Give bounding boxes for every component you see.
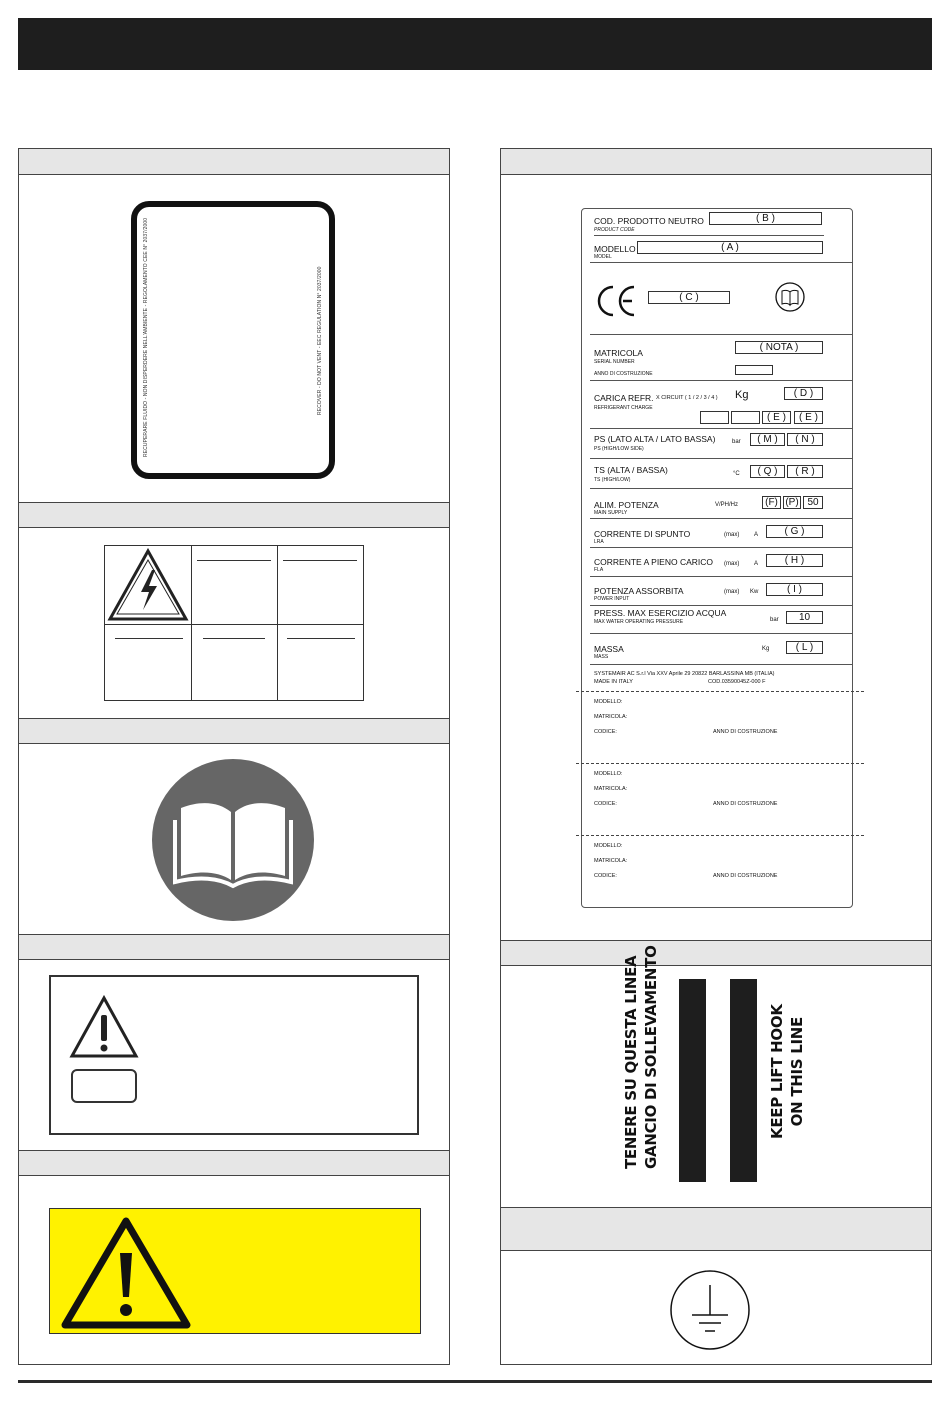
supply-f: (F)	[762, 496, 781, 509]
supply-unit: V/PH/Hz	[715, 502, 739, 508]
charge-e1: ( E )	[762, 411, 791, 424]
right-labels-column	[500, 148, 932, 1365]
earth-ground-icon	[669, 1269, 751, 1351]
panel-header-data-plate	[501, 149, 931, 175]
stub2-year: ANNO DI COSTRUZIONE	[713, 801, 778, 807]
supply-label: ALIM. POTENZA	[594, 500, 659, 510]
lift-text-en: KEEP LIFT HOOK ON THIS LINE	[768, 1004, 806, 1139]
fla-sub: FLA	[594, 567, 604, 573]
ps-m: ( M )	[750, 433, 785, 446]
panel-header-lift-hook	[501, 940, 931, 966]
model-label: MODELLO	[594, 244, 636, 254]
fla-max: (max)	[724, 561, 740, 567]
panel-header-refrigerant	[19, 149, 449, 175]
stub2-code: CODICE:	[594, 801, 617, 807]
ts-q: ( Q )	[750, 465, 785, 478]
water-label: PRESS. MAX ESERCIZIO ACQUA	[594, 608, 727, 618]
lra-label: CORRENTE DI SPUNTO	[594, 529, 691, 539]
electrical-hazard-label	[104, 545, 364, 701]
stub1-year: ANNO DI COSTRUZIONE	[713, 729, 778, 735]
lra-sub: LRA	[594, 539, 604, 545]
high-voltage-icon	[107, 548, 189, 622]
panel-header-ground	[501, 1207, 931, 1251]
manual-mini-icon	[774, 281, 806, 313]
lra-max: (max)	[724, 532, 740, 538]
maker-address: SYSTEMAIR AC S.r.l Via XXV Aprile 29 20822 BARLASSINA MB (ITALIA)	[594, 671, 775, 677]
stub2-model: MODELLO:	[594, 771, 623, 777]
refrigerant-text-it: RECUPERARE FLUIDO - NON DISPERDERE NELL'AMBIENTE - REGOLAMENTO CEE N° 2037/2000	[143, 217, 149, 457]
lift-text-it: TENERE SU QUESTA LINEA GANCIO DI SOLLEVAMENTO	[622, 945, 660, 1169]
warning-symbol-box	[71, 1069, 137, 1103]
maker-code: COD.03590045Z-000 F	[708, 679, 766, 685]
panel-header-electrical	[19, 502, 449, 528]
charge-sub: REFRIGERANT CHARGE	[594, 405, 653, 411]
ts-sub: TS (HIGH/LOW)	[594, 477, 631, 483]
warning-label	[49, 975, 419, 1135]
year-sub: ANNO DI COSTRUZIONE	[594, 371, 653, 377]
ps-label: PS (LATO ALTA / LATO BASSA)	[594, 434, 716, 444]
charge-box-2	[731, 411, 760, 424]
product-code-sub: PRODUCT CODE	[594, 227, 635, 233]
year-box	[735, 365, 773, 375]
ts-label: TS (ALTA / BASSA)	[594, 465, 668, 475]
charge-value: ( D )	[784, 387, 823, 400]
water-value: 10	[786, 611, 823, 624]
stub1-serial: MATRICOLA:	[594, 714, 628, 720]
stub3-year: ANNO DI COSTRUZIONE	[713, 873, 778, 879]
charge-circuit: X CIRCUIT ( 1 / 2 / 3 / 4 )	[656, 395, 718, 401]
product-code-label: COD. PRODOTTO NEUTRO	[594, 216, 704, 226]
page-footer-rule	[18, 1380, 932, 1383]
refrigerant-recovery-label	[131, 201, 335, 479]
supply-hz: 50	[803, 496, 823, 509]
ps-unit: bar	[732, 439, 741, 445]
serial-value: ( NOTA )	[735, 341, 823, 354]
model-value: ( A )	[637, 241, 823, 254]
power-sub: POWER INPUT	[594, 596, 630, 602]
product-code-value: ( B )	[709, 212, 822, 225]
lift-line-right	[730, 979, 757, 1182]
charge-unit: Kg	[735, 389, 749, 401]
ps-sub: PS (HIGH/LOW SIDE)	[594, 446, 644, 452]
stub3-serial: MATRICOLA:	[594, 858, 628, 864]
supply-sub: MAIN SUPPLY	[594, 510, 628, 516]
read-manual-icon	[151, 758, 315, 922]
power-unit: Kw	[750, 589, 759, 595]
water-unit: bar	[770, 617, 779, 623]
page-header-bar	[18, 18, 932, 70]
lra-value: ( G )	[766, 525, 823, 538]
ts-unit: °C	[733, 471, 740, 477]
model-sub: MODEL	[594, 254, 612, 260]
power-max: (max)	[724, 589, 740, 595]
mass-sub: MASS	[594, 654, 609, 660]
mass-unit: Kg	[762, 646, 770, 652]
mass-value: ( L )	[786, 641, 823, 654]
stub1-code: CODICE:	[594, 729, 617, 735]
mass-label: MASSA	[594, 644, 624, 654]
ce-value: ( C )	[648, 291, 730, 304]
power-label: POTENZA ASSORBITA	[594, 586, 684, 596]
fla-value: ( H )	[766, 554, 823, 567]
lift-line-left	[679, 979, 706, 1182]
stub1-model: MODELLO:	[594, 699, 623, 705]
charge-box-1	[700, 411, 729, 424]
stub3-model: MODELLO:	[594, 843, 623, 849]
ce-mark-icon	[594, 283, 638, 319]
stub3-code: CODICE:	[594, 873, 617, 879]
panel-header-danger	[19, 1150, 449, 1176]
left-labels-column	[18, 148, 450, 1365]
fla-unit: A	[754, 561, 759, 567]
refrigerant-text-en: RECOVER - DO NOT VENT - EEC REGULATION N° 2037/2000	[317, 266, 323, 415]
serial-label: MATRICOLA	[594, 348, 643, 358]
panel-header-warning	[19, 934, 449, 960]
charge-label: CARICA REFR.	[594, 393, 654, 403]
power-value: ( I )	[766, 583, 823, 596]
charge-e2: ( E )	[794, 411, 823, 424]
danger-yellow-label	[49, 1208, 421, 1334]
panel-header-manual	[19, 718, 449, 744]
lra-unit: A	[754, 532, 759, 538]
maker-country: MADE IN ITALY	[594, 679, 633, 685]
serial-sub: SERIAL NUMBER	[594, 359, 635, 365]
water-sub: MAX WATER OPERATING PRESSURE	[594, 619, 684, 625]
ps-n: ( N )	[787, 433, 823, 446]
warning-triangle-icon	[69, 995, 139, 1059]
supply-p: (P)	[783, 496, 801, 509]
ts-r: ( R )	[787, 465, 823, 478]
fla-label: CORRENTE A PIENO CARICO	[594, 557, 714, 567]
unit-data-plate	[581, 208, 853, 908]
stub2-serial: MATRICOLA:	[594, 786, 628, 792]
danger-triangle-icon	[60, 1215, 192, 1329]
